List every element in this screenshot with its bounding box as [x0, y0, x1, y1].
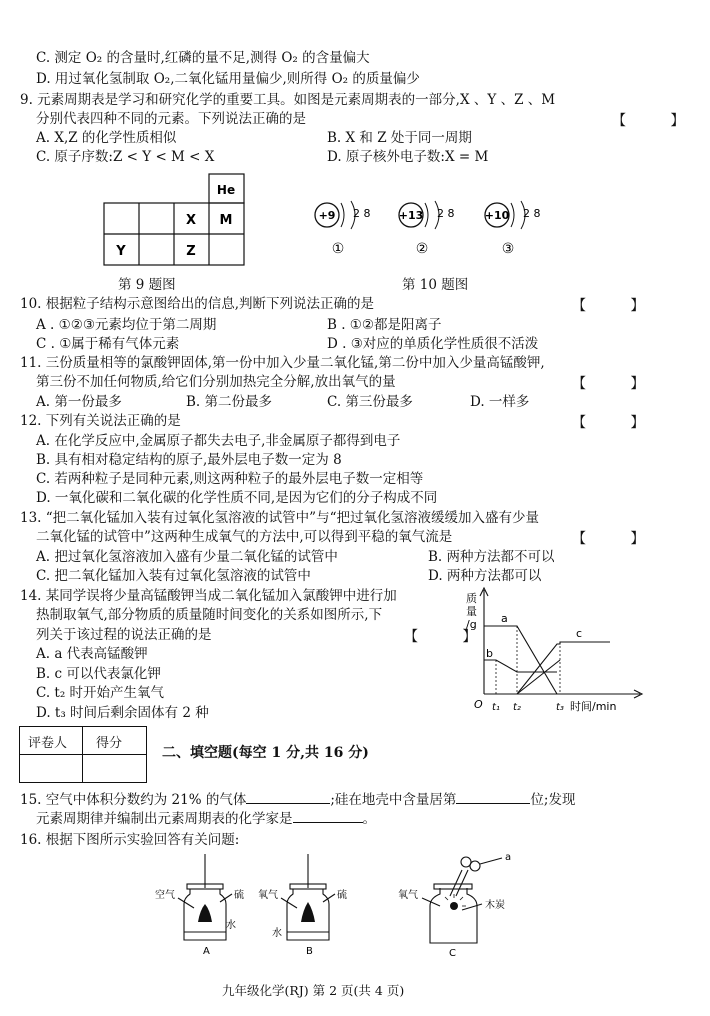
q13-answer-bracket: 【 】	[572, 531, 665, 547]
cell-x: X	[185, 213, 197, 228]
q14-option-a: A. a 代表高锰酸钾	[36, 646, 148, 662]
q10-option-b: B . ①②都是阳离子	[327, 317, 442, 333]
q14-answer-bracket: 【 】	[404, 629, 497, 645]
q11-option-a: A. 第一份最多	[36, 394, 122, 410]
q10-option-a: A . ①②③元素均位于第二周期	[36, 317, 217, 333]
q9-caption: 第 9 题图	[118, 277, 176, 293]
q9-answer-bracket: 【 】	[612, 113, 705, 129]
q14-stem: 14. 某同学误将少量高锰酸钾当成二氧化锰加入氯酸钾中进行加	[20, 588, 397, 604]
q13-stem-2: 二氧化锰的试管中”这两种生成氧气的方法中,可以得到平稳的氧气流是	[36, 529, 453, 545]
q14-stem-3: 列关于该过程的说法正确的是	[36, 627, 212, 643]
q10-option-c: C . ①属于稀有气体元素	[36, 336, 180, 352]
q8-option-d: D. 用过氧化氢制取 O₂,二氧化锰用量偏少,则所得 O₂ 的质量偏少	[36, 71, 420, 87]
q15-blank-2[interactable]	[456, 791, 530, 804]
q11-answer-bracket: 【 】	[572, 376, 665, 392]
q14-option-c: C. t₂ 时开始产生氧气	[36, 685, 165, 701]
svg-text:②: ②	[415, 241, 429, 257]
atom-3	[485, 201, 541, 257]
origin-label: O	[474, 698, 483, 711]
q10-answer-bracket: 【 】	[572, 298, 665, 314]
c-a-label: a	[505, 852, 512, 863]
curve-b-label: b	[486, 647, 493, 660]
svg-text:+13: +13	[398, 209, 424, 222]
q11-option-c: C. 第三份最多	[327, 394, 413, 410]
b-sulfur-label: 硫	[337, 890, 347, 901]
q9-option-c: C. 原子序数:Z < Y < M < X	[36, 149, 215, 165]
score-box	[19, 726, 147, 783]
q12-stem: 12. 下列有关说法正确的是	[20, 413, 181, 429]
score-label: 得分	[96, 736, 123, 751]
q14-mass-time-graph	[462, 582, 662, 718]
reviewer-label: 评卷人	[28, 736, 68, 751]
q14-option-d: D. t₃ 时间后剩余固体有 2 种	[36, 705, 209, 721]
svg-text:+9: +9	[318, 209, 336, 222]
svg-text:2 8: 2 8	[523, 207, 541, 220]
cell-z: Z	[186, 244, 196, 259]
section-2-title: 二、填空题(每空 1 分,共 16 分)	[162, 745, 369, 761]
q12-option-d: D. 一氧化碳和二氧化碳的化学性质不同,是因为它们的分子构成不同	[36, 490, 438, 506]
q12-option-c: C. 若两种粒子是同种元素,则这两种粒子的最外层电子数一定相等	[36, 471, 424, 487]
q11-stem: 11. 三份质量相等的氯酸钾固体,第一份中加入少量二氧化锰,第二份中加入少量高锰酸钾,	[20, 355, 545, 371]
q10-option-d: D . ③对应的单质化学性质很不活泼	[327, 336, 539, 352]
a-sulfur-label: 硫	[234, 890, 244, 901]
a-gas-label: 空气	[155, 890, 175, 901]
c-gas-label: 氧气	[398, 890, 418, 901]
svg-text:①: ①	[331, 241, 345, 257]
b-gas-label: 氧气	[258, 890, 278, 901]
page-footer: 九年级化学(RJ) 第 2 页(共 4 页)	[222, 983, 405, 998]
q14-stem-2: 热制取氧气,部分物质的质量随时间变化的关系如图所示,下	[36, 607, 383, 623]
q9-option-d: D. 原子核外电子数:X = M	[327, 149, 489, 165]
atom-2	[399, 201, 455, 257]
q12-answer-bracket: 【 】	[572, 415, 665, 431]
q9-periodic-table-figure	[100, 172, 250, 268]
q11-stem-2: 第三份不加任何物质,给它们分别加热完全分解,放出氧气的量	[36, 374, 396, 390]
c-charcoal-label: 木炭	[485, 900, 505, 911]
y-label-1: 质	[466, 592, 477, 605]
q13-stem: 13. “把二氧化锰加入装有过氧化氢溶液的试管中”与“把过氧化氢溶液缓缓加入盛有少量	[20, 510, 539, 526]
svg-text:③: ③	[501, 241, 515, 257]
cell-m: M	[219, 213, 233, 228]
x-axis-label: 时间/min	[570, 700, 617, 713]
q13-option-b: B. 两种方法都不可以	[428, 549, 555, 565]
q16-experiment-figure	[150, 848, 530, 960]
svg-text:+10: +10	[484, 209, 510, 222]
q10-atom-diagrams	[305, 195, 555, 257]
q8-option-c: C. 测定 O₂ 的含量时,红磷的量不足,测得 O₂ 的含量偏大	[36, 50, 370, 66]
q15-line-1: 15. 空气中体积分数约为 21% 的气体 ;硅在地壳中含量居第 位;发现	[20, 792, 576, 808]
q15-blank-1[interactable]	[246, 791, 330, 804]
q9-stem-2: 分别代表四种不同的元素。下列说法正确的是	[36, 111, 306, 127]
svg-text:2 8: 2 8	[353, 207, 371, 220]
atom-1	[315, 201, 371, 257]
svg-text:2 8: 2 8	[437, 207, 455, 220]
q15-blank-3[interactable]	[293, 810, 363, 823]
c-label: C	[449, 948, 456, 959]
q9-option-b: B. X 和 Z 处于同一周期	[327, 130, 472, 146]
q13-option-a: A. 把过氧化氢溶液加入盛有少量二氧化锰的试管中	[36, 549, 338, 565]
t1-label: t₁	[492, 702, 500, 713]
q11-option-b: B. 第二份最多	[186, 394, 273, 410]
cell-he: He	[216, 183, 236, 197]
q16-stem: 16. 根据下图所示实验回答有关问题:	[20, 832, 240, 848]
cell-y: Y	[116, 244, 126, 259]
q12-option-b: B. 具有相对稳定结构的原子,最外层电子数一定为 8	[36, 452, 342, 468]
y-label-2: 量	[466, 605, 477, 618]
q9-option-a: A. X,Z 的化学性质相似	[36, 130, 177, 146]
b-water-label: 水	[272, 928, 282, 939]
t3-label: t₃	[556, 702, 564, 713]
q11-option-d: D. 一样多	[470, 394, 530, 410]
t2-label: t₂	[513, 702, 521, 713]
curve-c-label: c	[576, 627, 583, 640]
q12-option-a: A. 在化学反应中,金属原子都失去电子,非金属原子都得到电子	[36, 433, 401, 449]
q13-option-d: D. 两种方法都可以	[428, 568, 542, 584]
a-water-label: 水	[226, 920, 236, 931]
q10-caption: 第 10 题图	[402, 277, 469, 293]
q13-option-c: C. 把二氧化锰加入装有过氧化氢溶液的试管中	[36, 568, 311, 584]
q9-stem: 9. 元素周期表是学习和研究化学的重要工具。如图是元素周期表的一部分,X 、Y 、Z 、M	[20, 92, 556, 108]
curve-a-label: a	[501, 612, 508, 625]
q10-stem: 10. 根据粒子结构示意图给出的信息,判断下列说法正确的是	[20, 296, 375, 312]
a-label: A	[203, 946, 210, 957]
q14-option-b: B. c 可以代表氯化钾	[36, 666, 161, 682]
b-label: B	[306, 946, 313, 957]
y-label-3: /g	[466, 618, 477, 631]
q15-line-2: 元素周期律并编制出元素周期表的化学家是 。	[36, 811, 376, 827]
